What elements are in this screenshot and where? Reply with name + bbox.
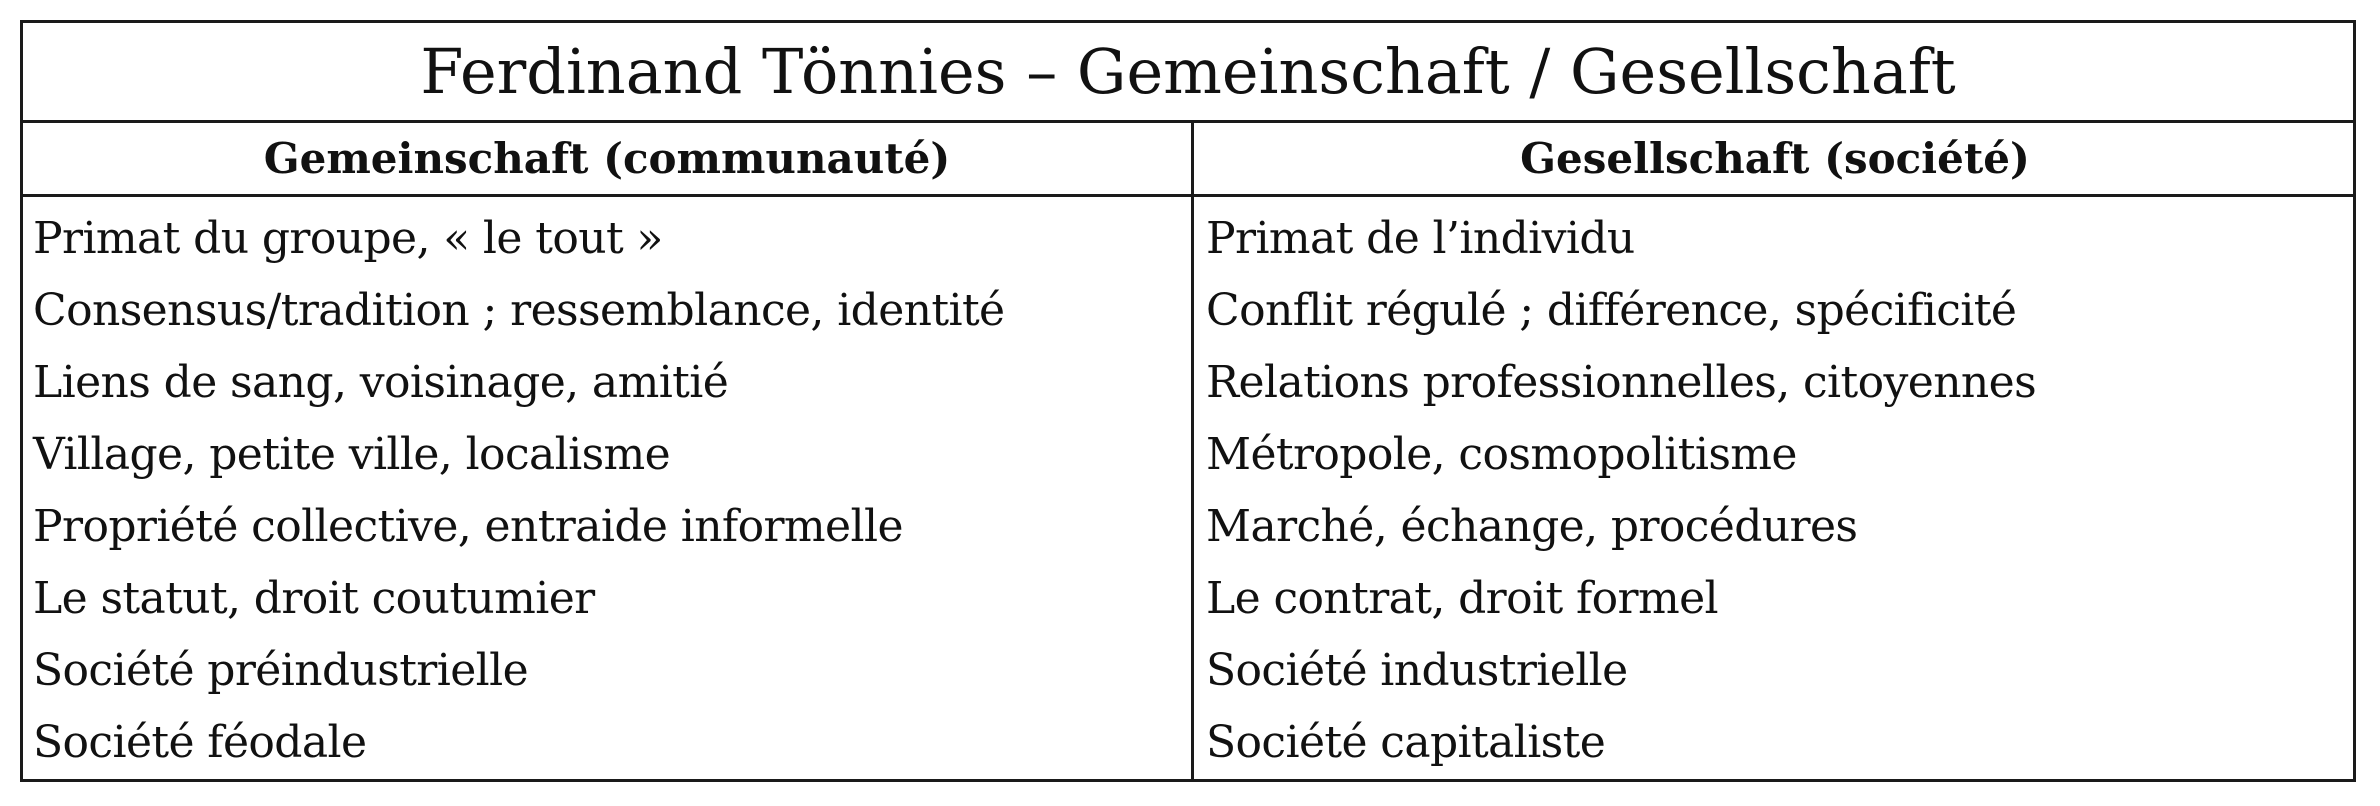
table-title-row <box>23 23 2353 123</box>
table-row: Propriété collective, entraide informelle <box>33 501 903 552</box>
table-header-row <box>23 123 2353 197</box>
table-row: Le contrat, droit formel <box>1206 573 1718 624</box>
table-row: Société féodale <box>33 717 367 768</box>
table-row: Société capitaliste <box>1206 717 1606 768</box>
header-gesellschaft: Gesellschaft (société) <box>1520 134 2030 183</box>
table-row: Primat de l’individu <box>1206 213 1635 264</box>
comparison-table <box>20 20 2356 782</box>
table-row: Primat du groupe, « le tout » <box>33 213 663 264</box>
table-row: Marché, échange, procédures <box>1206 501 1858 552</box>
table-row: Village, petite ville, localisme <box>33 429 671 480</box>
table-title: Ferdinand Tönnies – Gemeinschaft / Gesellschaft <box>420 34 1956 108</box>
table-row: Relations professionnelles, citoyennes <box>1206 357 2037 408</box>
table-row: Métropole, cosmopolitisme <box>1206 429 1797 480</box>
table-row: Le statut, droit coutumier <box>33 573 595 624</box>
gesellschaft-column <box>1194 197 2356 779</box>
table-row: Société industrielle <box>1206 645 1628 696</box>
table-row: Société préindustrielle <box>33 645 529 696</box>
gemeinschaft-column <box>23 197 1191 779</box>
table-row: Consensus/tradition ; ressemblance, identité <box>33 285 1005 336</box>
table-row: Conflit régulé ; différence, spécificité <box>1206 285 2017 336</box>
table-row: Liens de sang, voisinage, amitié <box>33 357 729 408</box>
header-gemeinschaft: Gemeinschaft (communauté) <box>263 134 951 183</box>
